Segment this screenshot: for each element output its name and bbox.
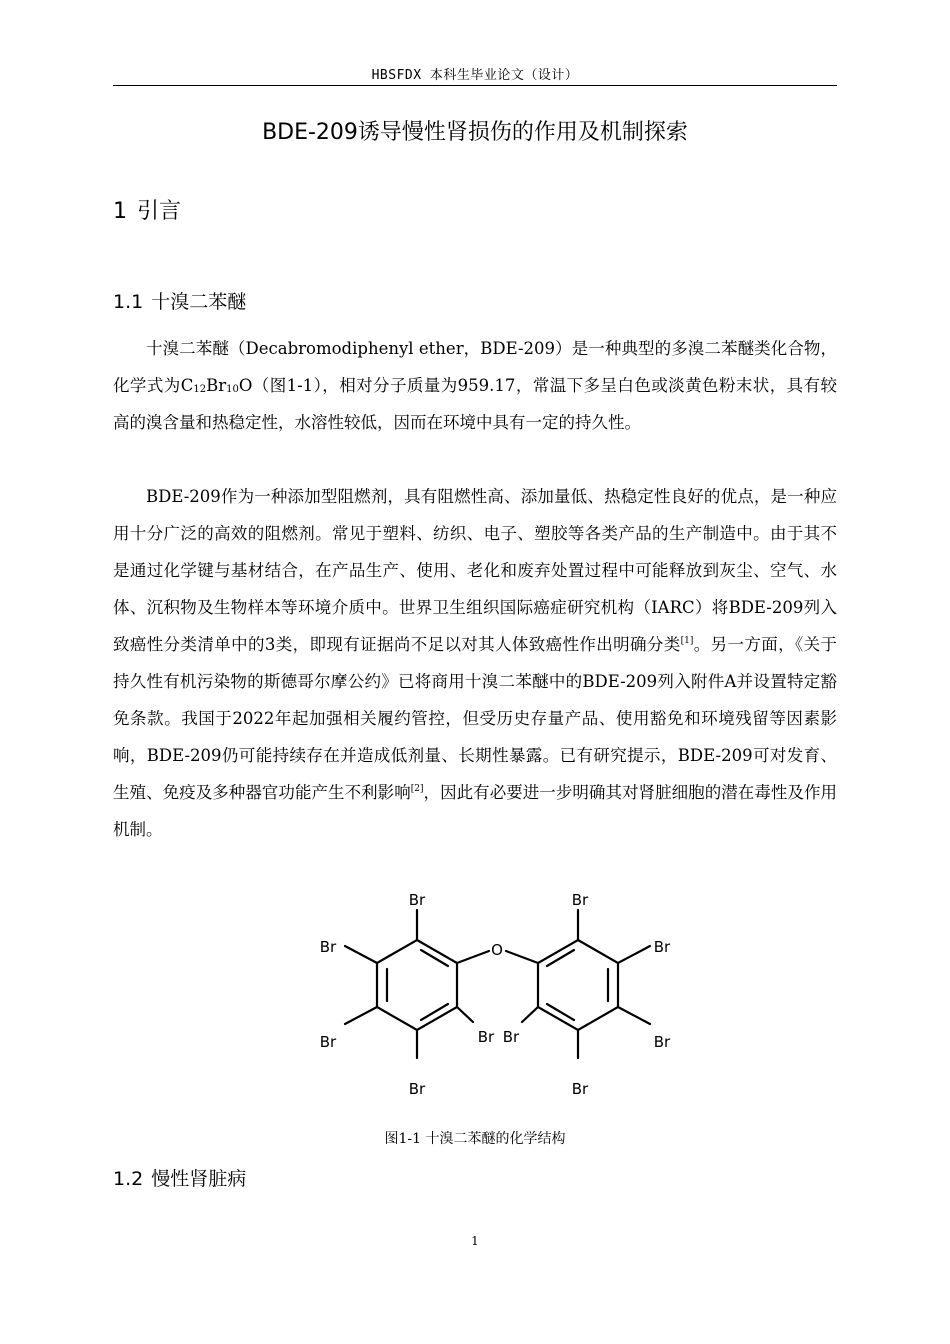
text-run: ，因此有必要进一步明确其对肾脏细胞的潜在毒性及作用机制。: [113, 783, 838, 839]
section-number: 1.2: [113, 1168, 144, 1190]
br-atom-label: Br: [571, 891, 589, 909]
chemical-structure-figure: [300, 880, 690, 1110]
br-atom-label: Br: [571, 1080, 589, 1098]
section-heading-1-2: [113, 1164, 246, 1191]
citation-ref: [1]: [680, 636, 694, 646]
right-benzene-ring: [538, 940, 618, 1030]
paper-title: BDE-209诱导慢性肾损伤的作用及机制探索: [262, 120, 688, 145]
page-number: 1: [471, 1234, 479, 1248]
figure-caption: 图1-1 十溴二苯醚的化学结构: [384, 1131, 566, 1147]
paragraph-1: [113, 330, 837, 441]
br-atom-label: Br: [408, 1080, 426, 1098]
text-run: 。另一方面，《关于持久性有机污染物的斯德哥尔摩公约》已将商用十溴二苯醚中的BDE-209列入附件A并设置特定豁免条款。我国于2022年起加强相关履约管控，但受历史存量产品、使用豁免和环境残留等因素影响，BDE-209仍可能持续存在并造成低剂量、长期性暴露。已有研究提示，BDE-209可对发育、生殖、免疫及多种器官功能产生不利影响: [113, 635, 838, 802]
section-number: 1.1: [113, 291, 144, 313]
section-heading-1-1: [113, 287, 246, 314]
subscript: 12: [193, 384, 207, 395]
text-run: Br: [206, 376, 227, 395]
section-number: 1: [113, 199, 127, 224]
br-atom-label: Br: [319, 1033, 337, 1051]
subscript: 10: [226, 384, 239, 395]
header-rule: [113, 85, 837, 86]
left-benzene-ring: [377, 940, 457, 1030]
br-atom-label: Br: [477, 1028, 495, 1046]
text-run: BDE-209作为一种添加型阻燃剂，具有阻燃性高、添加量低、热稳定性良好的优点，是一种应用十分广泛的高效的阻燃剂。常见于塑料、纺织、电子、塑胶等各类产品的生产制造中。由于其不是通过化学键与基材结合，在产品生产、使用、老化和废弃处置过程中可能释放到灰尘、空气、水体、沉积物及生物样本等环境介质中。世界卫生组织国际癌症研究机构（IARC）将BDE-209列入致癌性分类清单中的3类，即现有证据尚不足以对其人体致癌性作出明确分类: [113, 487, 837, 654]
section-heading-1: [113, 194, 181, 225]
br-atom-label: Br: [502, 1028, 520, 1046]
text-run: O（图1-1），相对分子质量为959.17，常温下多呈白色或淡黄色粉末状，具有较高的溴含量和热稳定性，水溶性较低，因而在环境中具有一定的持久性。: [113, 376, 837, 432]
section-label: 十溴二苯醚: [151, 291, 247, 313]
text-run: 十溴二苯醚（Decabromodiphenyl ether，BDE-209）是一种典型的多溴二苯醚类化合物，化学式为C: [113, 339, 837, 395]
br-atom-label: Br: [653, 1033, 671, 1051]
paragraph-2: [113, 478, 837, 848]
section-label: 慢性肾脏病: [151, 1168, 247, 1190]
section-label: 引言: [137, 199, 182, 224]
br-atom-label: Br: [653, 938, 671, 956]
running-header: HBSFDX 本科生毕业论文（设计）: [371, 68, 579, 83]
oxygen-atom-label: O: [491, 941, 503, 959]
citation-ref: [2]: [410, 784, 424, 794]
br-atom-label: Br: [408, 891, 426, 909]
br-atom-label: Br: [319, 938, 337, 956]
